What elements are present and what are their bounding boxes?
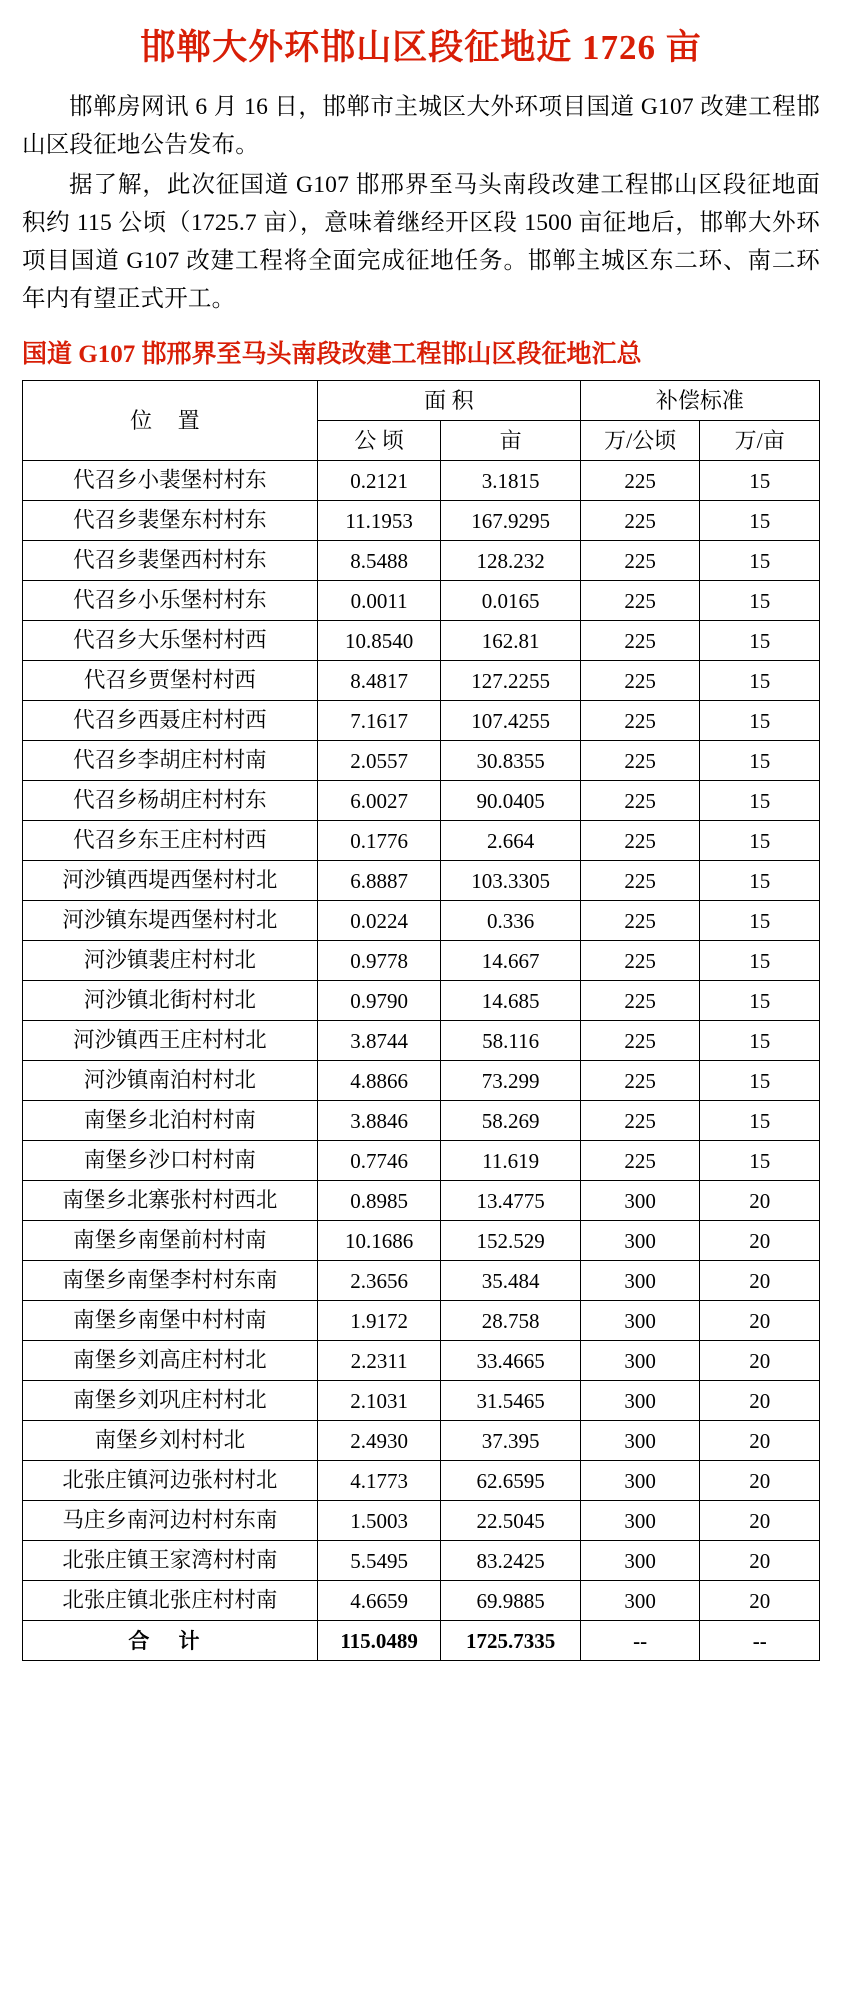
cell-location: 北张庄镇河边张村村北	[23, 1461, 318, 1501]
cell-wan-per-hectare: 225	[580, 1061, 700, 1101]
cell-hectare: 1.9172	[317, 1301, 441, 1341]
cell-mu: 127.2255	[441, 661, 580, 701]
cell-location: 南堡乡刘村村北	[23, 1421, 318, 1461]
total-label: 合 计	[23, 1621, 318, 1661]
table-row	[23, 461, 820, 501]
table-row	[23, 1061, 820, 1101]
cell-wan-per-mu: 15	[700, 541, 820, 581]
cell-location: 河沙镇东堤西堡村村北	[23, 901, 318, 941]
cell-hectare: 2.4930	[317, 1421, 441, 1461]
table-title: 国道 G107 邯邢界至马头南段改建工程邯山区段征地汇总	[22, 341, 642, 369]
cell-hectare: 0.7746	[317, 1141, 441, 1181]
cell-hectare: 0.9778	[317, 941, 441, 981]
table-row	[23, 1141, 820, 1181]
cell-hectare: 3.8846	[317, 1101, 441, 1141]
cell-mu: 14.685	[441, 981, 580, 1021]
cell-location: 南堡乡南堡李村村东南	[23, 1261, 318, 1301]
cell-location: 马庄乡南河边村村东南	[23, 1501, 318, 1541]
cell-hectare: 11.1953	[317, 501, 441, 541]
cell-mu: 0.0165	[441, 581, 580, 621]
table-total-row	[23, 1621, 820, 1661]
cell-mu: 3.1815	[441, 461, 580, 501]
cell-wan-per-hectare: 300	[580, 1501, 700, 1541]
cell-mu: 0.336	[441, 901, 580, 941]
cell-wan-per-mu: 20	[700, 1541, 820, 1581]
cell-hectare: 0.0011	[317, 581, 441, 621]
cell-location: 代召乡东王庄村村西	[23, 821, 318, 861]
cell-wan-per-hectare: 225	[580, 1101, 700, 1141]
table-row	[23, 1221, 820, 1261]
table-row	[23, 901, 820, 941]
cell-location: 北张庄镇北张庄村村南	[23, 1581, 318, 1621]
cell-wan-per-hectare: 225	[580, 1021, 700, 1061]
cell-wan-per-hectare: 300	[580, 1381, 700, 1421]
cell-wan-per-hectare: 225	[580, 861, 700, 901]
cell-location: 南堡乡刘巩庄村村北	[23, 1381, 318, 1421]
cell-wan-per-hectare: 225	[580, 621, 700, 661]
cell-wan-per-mu: 20	[700, 1381, 820, 1421]
cell-wan-per-hectare: 225	[580, 741, 700, 781]
table-row	[23, 1021, 820, 1061]
table-row	[23, 1341, 820, 1381]
cell-location: 代召乡裴堡东村村东	[23, 501, 318, 541]
table-row	[23, 1381, 820, 1421]
cell-wan-per-mu: 15	[700, 821, 820, 861]
header-wan-per-hectare: 万/公顷	[580, 421, 700, 461]
cell-mu: 69.9885	[441, 1581, 580, 1621]
cell-mu: 90.0405	[441, 781, 580, 821]
cell-hectare: 10.1686	[317, 1221, 441, 1261]
cell-mu: 13.4775	[441, 1181, 580, 1221]
table-row	[23, 1461, 820, 1501]
table-row	[23, 1301, 820, 1341]
cell-wan-per-hectare: 225	[580, 461, 700, 501]
cell-mu: 28.758	[441, 1301, 580, 1341]
cell-location: 北张庄镇王家湾村村南	[23, 1541, 318, 1581]
cell-hectare: 4.8866	[317, 1061, 441, 1101]
cell-wan-per-hectare: 300	[580, 1541, 700, 1581]
table-row	[23, 1261, 820, 1301]
total-mu: 1725.7335	[441, 1621, 580, 1661]
header-wan-per-mu: 万/亩	[700, 421, 820, 461]
cell-wan-per-hectare: 225	[580, 941, 700, 981]
cell-wan-per-hectare: 300	[580, 1461, 700, 1501]
cell-wan-per-mu: 15	[700, 661, 820, 701]
cell-wan-per-hectare: 300	[580, 1581, 700, 1621]
cell-mu: 162.81	[441, 621, 580, 661]
cell-hectare: 0.8985	[317, 1181, 441, 1221]
cell-mu: 128.232	[441, 541, 580, 581]
cell-wan-per-hectare: 225	[580, 581, 700, 621]
table-row	[23, 1421, 820, 1461]
table-row	[23, 861, 820, 901]
cell-location: 河沙镇裴庄村村北	[23, 941, 318, 981]
cell-location: 代召乡李胡庄村村南	[23, 741, 318, 781]
cell-hectare: 1.5003	[317, 1501, 441, 1541]
cell-wan-per-mu: 15	[700, 901, 820, 941]
table-foot	[23, 1621, 820, 1661]
cell-wan-per-mu: 15	[700, 1101, 820, 1141]
cell-location: 南堡乡沙口村村南	[23, 1141, 318, 1181]
cell-location: 河沙镇西王庄村村北	[23, 1021, 318, 1061]
table-row	[23, 1581, 820, 1621]
cell-mu: 31.5465	[441, 1381, 580, 1421]
cell-wan-per-hectare: 300	[580, 1261, 700, 1301]
cell-hectare: 3.8744	[317, 1021, 441, 1061]
cell-wan-per-mu: 20	[700, 1341, 820, 1381]
table-row	[23, 501, 820, 541]
table-row	[23, 541, 820, 581]
cell-hectare: 10.8540	[317, 621, 441, 661]
cell-wan-per-mu: 15	[700, 501, 820, 541]
cell-wan-per-hectare: 225	[580, 501, 700, 541]
cell-wan-per-hectare: 225	[580, 981, 700, 1021]
cell-mu: 73.299	[441, 1061, 580, 1101]
cell-mu: 2.664	[441, 821, 580, 861]
cell-wan-per-mu: 20	[700, 1421, 820, 1461]
cell-mu: 33.4665	[441, 1341, 580, 1381]
table-row	[23, 661, 820, 701]
header-location: 位 置	[23, 381, 318, 461]
cell-location: 代召乡小乐堡村村东	[23, 581, 318, 621]
cell-location: 代召乡小裴堡村村东	[23, 461, 318, 501]
cell-wan-per-hectare: 300	[580, 1341, 700, 1381]
cell-wan-per-mu: 20	[700, 1261, 820, 1301]
cell-hectare: 5.5495	[317, 1541, 441, 1581]
cell-location: 代召乡大乐堡村村西	[23, 621, 318, 661]
header-area-group: 面 积	[317, 381, 580, 421]
table-row	[23, 1541, 820, 1581]
article-paragraph-1: 邯郸房网讯 6 月 16 日，邯郸市主城区大外环项目国道 G107 改建工程邯山区段征地公告发布。	[22, 93, 820, 158]
page-title: 邯郸大外环邯山区段征地近 1726 亩	[140, 28, 702, 67]
cell-location: 代召乡杨胡庄村村东	[23, 781, 318, 821]
cell-location: 河沙镇西堤西堡村村北	[23, 861, 318, 901]
header-compensation-group: 补偿标准	[580, 381, 819, 421]
header-hectare: 公 顷	[317, 421, 441, 461]
cell-wan-per-mu: 15	[700, 621, 820, 661]
cell-wan-per-mu: 15	[700, 941, 820, 981]
cell-wan-per-mu: 20	[700, 1501, 820, 1541]
cell-wan-per-mu: 20	[700, 1181, 820, 1221]
table-row	[23, 781, 820, 821]
cell-location: 南堡乡刘高庄村村北	[23, 1341, 318, 1381]
cell-wan-per-mu: 20	[700, 1581, 820, 1621]
cell-wan-per-mu: 15	[700, 581, 820, 621]
table-row	[23, 981, 820, 1021]
cell-location: 南堡乡北泊村村南	[23, 1101, 318, 1141]
cell-wan-per-hectare: 225	[580, 1141, 700, 1181]
cell-hectare: 4.1773	[317, 1461, 441, 1501]
article-paragraph-2: 据了解，此次征国道 G107 邯邢界至马头南段改建工程邯山区段征地面积约 115 公顷（1725.7 亩），意味着继经开区段 1500 亩征地后，邯郸大外环项目国道 G107 改建工程将全面完成征地任务。邯郸主城区东二环、南二环年内有望正式开工。	[22, 171, 820, 313]
cell-wan-per-mu: 20	[700, 1461, 820, 1501]
cell-mu: 37.395	[441, 1421, 580, 1461]
cell-mu: 103.3305	[441, 861, 580, 901]
cell-hectare: 2.1031	[317, 1381, 441, 1421]
cell-hectare: 4.6659	[317, 1581, 441, 1621]
cell-mu: 167.9295	[441, 501, 580, 541]
table-header-row-1	[23, 381, 820, 421]
cell-wan-per-hectare: 225	[580, 661, 700, 701]
cell-wan-per-mu: 15	[700, 861, 820, 901]
cell-mu: 107.4255	[441, 701, 580, 741]
cell-mu: 83.2425	[441, 1541, 580, 1581]
cell-wan-per-mu: 15	[700, 1061, 820, 1101]
cell-hectare: 6.0027	[317, 781, 441, 821]
cell-mu: 14.667	[441, 941, 580, 981]
cell-location: 代召乡裴堡西村村东	[23, 541, 318, 581]
table-row	[23, 741, 820, 781]
cell-wan-per-mu: 15	[700, 981, 820, 1021]
cell-wan-per-hectare: 225	[580, 901, 700, 941]
table-row	[23, 701, 820, 741]
cell-wan-per-hectare: 225	[580, 781, 700, 821]
cell-mu: 152.529	[441, 1221, 580, 1261]
cell-location: 南堡乡南堡前村村南	[23, 1221, 318, 1261]
cell-mu: 58.116	[441, 1021, 580, 1061]
total-wan-per-hectare: --	[580, 1621, 700, 1661]
cell-wan-per-hectare: 300	[580, 1421, 700, 1461]
cell-wan-per-mu: 15	[700, 741, 820, 781]
cell-hectare: 2.0557	[317, 741, 441, 781]
table-row	[23, 821, 820, 861]
cell-mu: 58.269	[441, 1101, 580, 1141]
table-head	[23, 381, 820, 461]
total-hectare: 115.0489	[317, 1621, 441, 1661]
cell-wan-per-hectare: 300	[580, 1301, 700, 1341]
table-body	[23, 461, 820, 1621]
table-row	[23, 941, 820, 981]
cell-wan-per-hectare: 225	[580, 821, 700, 861]
cell-hectare: 7.1617	[317, 701, 441, 741]
cell-wan-per-mu: 20	[700, 1221, 820, 1261]
table-row	[23, 1101, 820, 1141]
cell-mu: 22.5045	[441, 1501, 580, 1541]
cell-hectare: 2.2311	[317, 1341, 441, 1381]
cell-mu: 30.8355	[441, 741, 580, 781]
cell-location: 河沙镇南泊村村北	[23, 1061, 318, 1101]
cell-mu: 11.619	[441, 1141, 580, 1181]
page-footer-spacer	[22, 1661, 820, 1671]
table-row	[23, 1181, 820, 1221]
cell-hectare: 0.0224	[317, 901, 441, 941]
cell-mu: 35.484	[441, 1261, 580, 1301]
table-row	[23, 621, 820, 661]
cell-wan-per-mu: 15	[700, 781, 820, 821]
cell-hectare: 8.4817	[317, 661, 441, 701]
total-wan-per-mu: --	[700, 1621, 820, 1661]
cell-location: 河沙镇北街村村北	[23, 981, 318, 1021]
cell-wan-per-mu: 20	[700, 1301, 820, 1341]
cell-hectare: 2.3656	[317, 1261, 441, 1301]
cell-wan-per-mu: 15	[700, 701, 820, 741]
cell-location: 代召乡西聂庄村村西	[23, 701, 318, 741]
cell-location: 南堡乡北寨张村村西北	[23, 1181, 318, 1221]
table-row	[23, 1501, 820, 1541]
cell-wan-per-hectare: 225	[580, 701, 700, 741]
cell-location: 代召乡贾堡村村西	[23, 661, 318, 701]
cell-wan-per-hectare: 225	[580, 541, 700, 581]
table-row	[23, 581, 820, 621]
cell-hectare: 8.5488	[317, 541, 441, 581]
cell-wan-per-mu: 15	[700, 1141, 820, 1181]
cell-wan-per-hectare: 300	[580, 1221, 700, 1261]
cell-hectare: 0.1776	[317, 821, 441, 861]
header-mu: 亩	[441, 421, 580, 461]
cell-hectare: 0.9790	[317, 981, 441, 1021]
cell-wan-per-mu: 15	[700, 1021, 820, 1061]
cell-location: 南堡乡南堡中村村南	[23, 1301, 318, 1341]
cell-wan-per-mu: 15	[700, 461, 820, 501]
cell-hectare: 6.8887	[317, 861, 441, 901]
cell-wan-per-hectare: 300	[580, 1181, 700, 1221]
cell-mu: 62.6595	[441, 1461, 580, 1501]
cell-hectare: 0.2121	[317, 461, 441, 501]
land-acquisition-table	[22, 380, 820, 1661]
